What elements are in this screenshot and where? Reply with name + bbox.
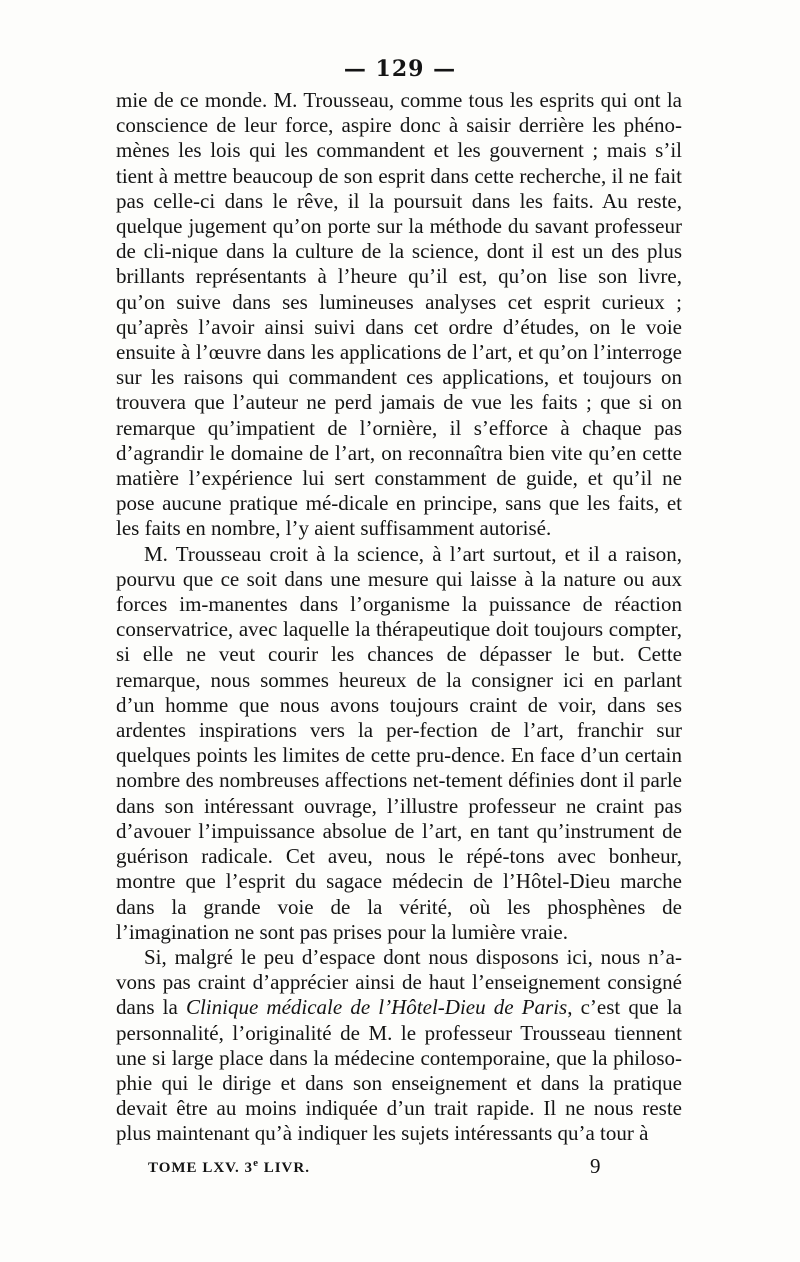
signature-suffix: LIVR.: [258, 1160, 310, 1176]
signature-mark: [148, 1157, 310, 1177]
paragraph-3: [116, 945, 682, 1147]
sheet-number: 9: [590, 1154, 601, 1178]
page-number: — 129 —: [343, 56, 457, 82]
book-title: Clinique médicale de l’Hôtel-Dieu de Paris: [185, 995, 568, 1020]
paragraph-3-text-b: , c’est que la personnalité, l’originalité de M. le professeur Trousseau tiennent une si large place dans la médecine contemporaine, que la philoso-phie qui le dirige et dans son enseignement et dans la pratique devait être au moins indiquée d’un trait rapide. Il ne nous reste plus maintenant qu’à indiquer les sujets intéressants qu’a tour à: [116, 995, 683, 1146]
body-text: [116, 88, 682, 1147]
paragraph-3-text-a: Si, malgré le peu d’espace dont nous disposons ici, nous n’a-vons pas craint d’apprécier ainsi de haut l’enseignement consigné dans la: [116, 944, 682, 1020]
paragraph-2: M. Trousseau croit à la science, à l’art surtout, et il a raison, pourvu que ce soit dans une mesure qui laisse à la nature ou aux forces im-manentes dans l’organisme la puissance de réaction conservatrice, avec laquelle la thérapeutique doit toujours compter, si elle ne veut courir les chances de dépasser le but. Cette remarque, nous sommes heureux de la consigner ici en parlant d’un homme que nous avons toujours craint de voir, dans ses ardentes inspirations vers la per-fection de l’art, franchir sur quelques points les limites de cette pru-dence. En face d’un certain nombre des nombreuses affections net-tement définies dont il parle dans son intéressant ouvrage, l’illustre professeur ne craint pas d’avouer l’impuissance absolue de l’art, en tant qu’instrument de guérison radicale. Cet aveu, nous le répé-tons avec bonheur, montre que l’esprit du sagace médecin de l’Hôtel-Dieu marche dans la grande voie de la vérité, où les phosphènes de l’imagination ne sont pas prises pour la lumière vraie.: [116, 541, 682, 944]
signature-sup: e: [253, 1157, 259, 1169]
signature-prefix: TOME LXV. 3: [148, 1160, 254, 1176]
paragraph-1: mie de ce monde. M. Trousseau, comme tous les esprits qui ont la conscience de leur force, aspire donc à saisir derrière les phéno-mènes les lois qui les commandent et les gouvernent ; mais s’il tient à mettre beaucoup de son esprit dans cette recherche, il ne fait pas celle-ci dans le rêve, il la poursuit dans les faits. Au reste, quelque jugement qu’on porte sur la méthode du savant professeur de cli-nique dans la culture de la science, dont il est un des plus brillants représentants à l’heure qu’il est, qu’on lise son livre, qu’on suive dans ses lumineuses analyses cet esprit curieux ; qu’après l’avoir ainsi suivi dans cet ordre d’études, on le voie ensuite à l’œuvre dans les applications de l’art, et qu’on l’interroge sur les raisons qui commandent ces applications, et toujours on trouvera que l’auteur ne perd jamais de vue les faits ; que si on remarque qu’impatient de l’ornière, il s’efforce à chaque pas d’agrandir le domaine de l’art, on reconnaîtra bien vite qu’en cette matière l’expérience lui sert constamment de guide, et qu’il ne pose aucune pratique mé-dicale en principe, sans que les faits, et les faits en nombre, l’y aient suffisamment autorisé.: [116, 88, 682, 541]
